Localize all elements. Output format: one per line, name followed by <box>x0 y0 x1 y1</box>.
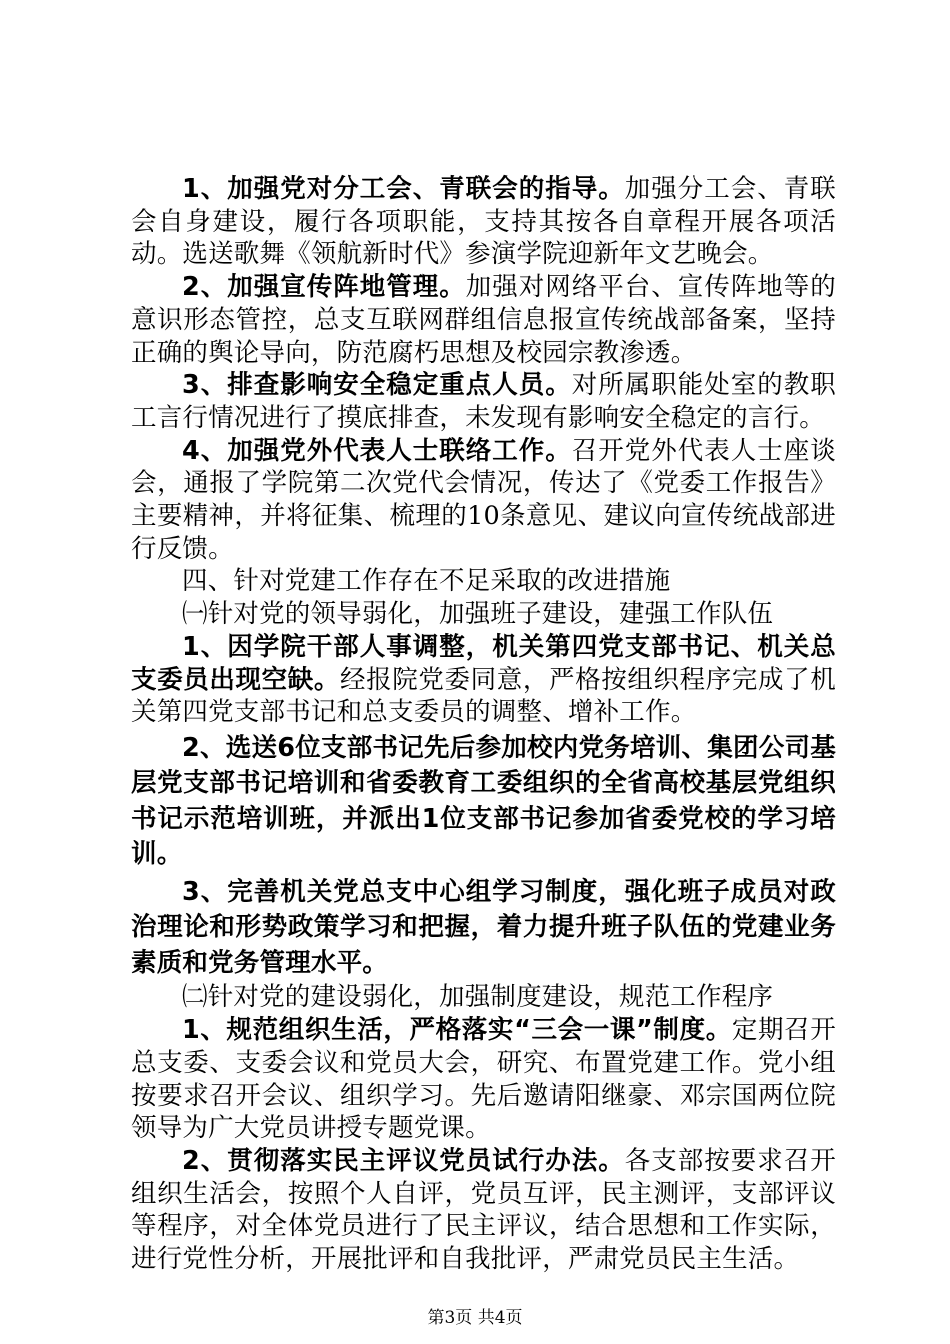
paragraph-text: 加强分工会、青联会自身建设，履行各项职能，支持其按各自章程开展各项活动。选送歌舞《领航新时代》参演学院迎新年文艺晚会。 <box>131 174 836 270</box>
paragraph-2 <box>131 271 836 369</box>
paragraph-lead: 1、加强党对分工会、青联会的指导。 <box>182 174 625 204</box>
document-body <box>131 173 836 1276</box>
paragraph-text: 各支部按要求召开组织生活会，按照个人自评，党员互评，民主测评，支部评议等程序，对全体党员进行了民主评议，结合思想和工作实际，进行党性分析，开展批评和自我批评，严肃党员民主生活。 <box>131 1145 836 1275</box>
paragraph-lead: 2、贯彻落实民主评议党员试行办法。 <box>182 1145 625 1176</box>
paragraph-lead: 1、规范组织生活，严格落实“三会一课”制度。 <box>182 1015 732 1046</box>
paragraph-6 <box>131 731 836 873</box>
page-footer <box>0 1303 950 1328</box>
page-number: 第3页 共4页 <box>427 1308 523 1328</box>
paragraph-9 <box>131 1145 836 1276</box>
paragraph-7 <box>131 875 836 982</box>
paragraph-text: 定期召开总支委、支委会议和党员大会，研究、布置党建工作。党小组按要求召开会议、组织学习。先后邀请阳继豪、邓宗国两位院领导为广大党员讲授专题党课。 <box>131 1015 836 1144</box>
subsection-heading-text: ㈡针对党的建设弱化，加强制度建设，规范工作程序 <box>182 982 774 1013</box>
paragraph-text: 对所属职能处室的教职工言行情况进行了摸底排查，未发现有影响安全稳定的言行。 <box>131 370 836 433</box>
paragraph-lead: 1、因学院干部人事调整，机关第四党支部书记、机关总支委员出现空缺。 <box>131 631 836 695</box>
paragraph-1 <box>131 173 836 271</box>
subsection-heading-1 <box>131 598 836 631</box>
section-heading-text: 四、针对党建工作存在不足采取的改进措施 <box>182 566 671 597</box>
paragraph-lead: 4、加强党外代表人士联络工作。 <box>182 435 572 466</box>
paragraph-8 <box>131 1014 836 1145</box>
paragraph-lead: 2、加强宣传阵地管理。 <box>182 272 466 303</box>
paragraph-4 <box>131 435 836 566</box>
paragraph-text: 召开党外代表人士座谈会，通报了学院第二次党代会情况，传达了《党委工作报告》主要精神，并将征集、梳理的10条意见、建议向宣传统战部进行反馈。 <box>131 435 836 564</box>
paragraph-text: 经报院党委同意，严格按组织程序完成了机关第四党支部书记和总支委员的调整、增补工作。 <box>131 664 836 728</box>
paragraph-text: 加强对网络平台、宣传阵地等的意识形态管控，总支互联网群组信息报宣传统战部备案，坚持正确的舆论导向，防范腐朽思想及校园宗教渗透。 <box>131 272 836 368</box>
paragraph-lead: 3、排查影响安全稳定重点人员。 <box>182 370 572 401</box>
paragraph-3 <box>131 369 836 434</box>
section-heading-4 <box>131 565 836 598</box>
paragraph-text: 3、完善机关党总支中心组学习制度，强化班子成员对政治理论和形势政策学习和把握，着力提升班子队伍的党建业务素质和党务管理水平。 <box>131 876 836 978</box>
paragraph-5 <box>131 631 836 729</box>
subsection-heading-text: ㈠针对党的领导弱化，加强班子建设，建强工作队伍 <box>182 599 774 630</box>
subsection-heading-2 <box>131 981 836 1014</box>
paragraph-text: 2、选送6位支部书记先后参加校内党务培训、集团公司基层党支部书记培训和省委教育工委组织的全省高校基层党组织书记示范培训班，并派出1位支部书记参加省委党校的学习培训。 <box>131 732 836 870</box>
